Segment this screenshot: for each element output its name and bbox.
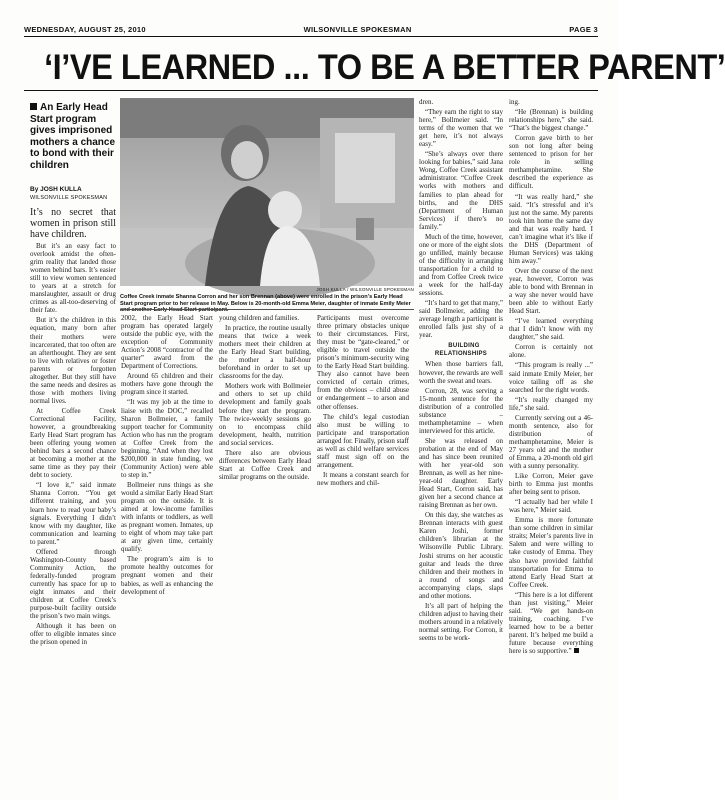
section-subhead: BUILDING RELATIONSHIPS: [434, 343, 488, 358]
article-column-3: [219, 314, 311, 483]
paragraph: “It’s hard to get that many,” said Bollmeier, adding the average length a participant is enrolled falls just shy of a year.: [419, 299, 503, 340]
paragraph-last-text: “This here is a lot different than just visiting,” Meier said. “We get hands-on training, coaching. I’ve learned how to be a better parent. It’s helped me build a future because everything here is so supportive.”: [509, 590, 593, 656]
article-column-1: [30, 207, 116, 648]
paragraph: “It was really hard,” she said. “It’s stressful and it’s just not the same. My parents took him home the same day and that was really hard. I can’t imagine what it’s like if the DHS (Department of Human Services) was taking him away.”: [509, 192, 593, 265]
paragraph: But it’s an easy fact to overlook amidst the often-grim reality that landed those women behind bars. It’s easier still to view women sentenced to years at a stretch for manslaughter, assault or drug crimes as all-too-deserving of their fate.: [30, 242, 116, 315]
paragraph: When those barriers fall, however, the rewards are well worth the sweat and tears.: [419, 360, 503, 385]
paragraph: “I’ve learned everything that I didn’t know with my daughter,” she said.: [509, 317, 593, 342]
article-column-4: [317, 314, 409, 489]
headline: ‘I’VE LEARNED ... TO BE A BETTER PARENT’: [44, 48, 725, 87]
paragraph: Although it has been on offer to eligible inmates since the prison opened in: [30, 622, 116, 647]
headline-rule: [24, 90, 598, 91]
paragraph: There also are obvious differences between Early Head Start at Coffee Creek and similar programs on the outside.: [219, 448, 311, 481]
paragraph: It means a constant search for new mothers and chil-: [317, 470, 409, 487]
paragraph: On this day, she watches as Brennan interacts with guest Karen Joshi, former children’s librarian at the Wilsonville Public Library. Joshi strums on her acoustic guitar and leads the three children and their mothers in a round of songs and accompanying claps, slaps and other motions.: [419, 511, 503, 600]
article-column-2: [121, 314, 213, 598]
byline: [30, 186, 120, 202]
paragraph: “This program is really ...” said inmate Emily Meier, her voice tailing off as she searched for the right words.: [509, 361, 593, 394]
paragraph: dren.: [419, 98, 434, 106]
paragraph: Currently serving out a 46-month sentence, also for distribution of methamphetamine, Meier is 27 years old and the mother of Emma, a 20-month old girl with a sunny personality.: [509, 413, 593, 471]
paragraph: At Coffee Creek Correctional Facility, however, a groundbreaking Early Head Start program has been offering young women behind bars a second chance at becoming a mother at the same time as they pay their debt to society.: [30, 406, 116, 480]
photo-credit: JOSH KULLA / WILSONVILLE SPOKESMAN: [316, 287, 414, 292]
paragraph-last: [509, 591, 593, 655]
paragraph: “They earn the right to stay here,” Bollmeier said. “In terms of the women that we get here, it’s not always easy.”: [419, 108, 503, 149]
paragraph: Much of the time, however, one or more of the eight slots go unfilled, mainly because of the difficulty in arranging transportation for a child to and from Coffee Creek twice a week for the half-day sessions.: [419, 232, 503, 298]
paragraph: Emma is more fortunate than some children in similar straits; Meier’s parents live in Salem and were willing to take custody of Emma. They also have provided faithful transportation for Emma to attend Early Head Start at Coffee Creek.: [509, 516, 593, 589]
paragraph: In practice, the routine usually means that twice a week mothers meet their children at the Early Head Start building, the mother a half-hour beforehand in order to set up classrooms for the day.: [219, 324, 311, 381]
header-rule: [24, 36, 598, 37]
paragraph: Over the course of the next year, however, Corron was able to bond with Brennan in a way she never would have been able to without Early Head Start.: [509, 266, 593, 316]
paragraph: ing.: [509, 98, 520, 106]
paragraph: Corron gave birth to her son not long after being sentenced to prison for her role in selling methamphetamine. She described the experience as difficult.: [509, 134, 593, 191]
paragraph: Offered through Washington-County based Community Action, the federally-funded program currently has space for up to eight inmates and their children at Coffee Creek’s purpose-built facility outside the prison’s two main wings.: [30, 547, 116, 621]
paragraph: “I love it,” said inmate Shanna Corron. “You get different training, and you learn how to read your baby’s signals. Everything I didn’t know with my daughter, like communication and learning to parent.”: [30, 481, 116, 546]
deck-text: An Early Head Start program gives imprisoned mothers a chance to bond with their children: [30, 102, 116, 171]
paragraph: “She’s always over there looking for babies,” said Jana Wong, Coffee Creek assistant administrator. “Coffee Creek works with mothers and families to plan ahead for births, and the DHS (Department of Human Services) if there’s no family.”: [419, 150, 503, 231]
page-header: [24, 22, 598, 34]
paragraph: It’s no secret that women in prison still have children.: [30, 207, 116, 240]
paragraph: It’s all part of helping the children adjust to having their mothers around in a relatively normal setting. For Corron, it seems to be work-: [419, 601, 503, 642]
paragraph: Like Corron, Meier gave birth to Emma just months after being sent to prison.: [509, 472, 593, 497]
paragraph: “It’s really changed my life,” she said.: [509, 395, 593, 412]
end-of-story-icon: [574, 648, 579, 653]
paragraph: young children and families.: [219, 314, 300, 322]
paragraph: “It was my job at the time to liaise with the DOC,” recalled Sharon Bollmeier, a family support teacher for Community Action who has run the program at Coffee Creek from the beginning. “And when they lost $200,000 in state funding, we (Community Action) were able to step in.”: [121, 398, 213, 479]
photo-caption: Coffee Creek inmate Shanna Corron and her son Brennan (above) were enrolled in the prison’s Early Head Start program prior to her release in May. Below is 20-month-old Emma Meier, daughter of inmate Emily Meier and another Early Head Start participant.: [120, 294, 411, 314]
paragraph: Corron, 28, was serving a 15-month sentence for the distribution of a controlled substance – methamphetamine – when interviewed for this article.: [419, 386, 503, 435]
paragraph: Around 65 children and their mothers have gone through the program since it started.: [121, 372, 213, 397]
photo-mother-and-child: [120, 98, 414, 286]
issue-date: WEDNESDAY, AUGUST 25, 2010: [24, 25, 146, 34]
paragraph: Mothers work with Bollmeier and others to set up child development and family goals before they start the program. The twice-weekly sessions go on to encompass child development, health, nutrition and social services.: [219, 382, 311, 447]
byline-author: By JOSH KULLA: [30, 186, 82, 193]
deck: [30, 102, 116, 171]
paragraph: 2002, the Early Head Start program has operated largely outside the public eye, with the exception of Community Action’s 2008 “contractor of the quarter” award from the Department of Corrections.: [121, 314, 213, 371]
paragraph: The program’s aim is to promote healthy outcomes for pregnant women and their babies, as well as enhancing the development of: [121, 555, 213, 596]
paragraph: “He (Brennan) is building relationships here,” she said. “That’s the biggest change.”: [509, 108, 593, 133]
paragraph: Participants must overcome three primary obstacles unique to their circumstances. First, they must be “gate-cleared,” or eligible to travel outside the prison’s minimum-security wing to the Early Head Start building. They also cannot have been convicted of certain crimes, from the obvious – child abuse or endangerment – to arson and other offenses.: [317, 314, 409, 411]
paragraph: The child’s legal custodian also must be willing to participate and transportation arranged for. Finally, prison staff as well as child welfare services staff must sign off on the arrangement.: [317, 412, 409, 469]
paragraph: Corron is certainly not alone.: [509, 343, 593, 360]
paragraph: “I actually had her while I was here,” Meier said.: [509, 498, 593, 515]
paragraph: She was released on probation at the end of May and has since been reunited with her year-old son Brennan, as well as her nine-year-old daughter. Early Head Start, Corron said, has given her a second chance at raising Brennan as her own.: [419, 436, 503, 510]
paragraph: Bollmeier runs things as she would a similar Early Head Start program on the outside. It is aimed at low-income families with infants or toddlers, as well as pregnant women. Inmates, up to eight of whom may take part at any given time, certainly qualify.: [121, 480, 213, 554]
article-column-5: [419, 98, 503, 644]
article-photo: [120, 98, 414, 286]
publication-name: WILSONVILLE SPOKESMAN: [303, 25, 412, 34]
caption-rule: [120, 309, 414, 310]
article-column-6: [509, 98, 593, 657]
page-number: PAGE 3: [569, 25, 598, 34]
byline-role: WILSONVILLE SPOKESMAN: [30, 195, 108, 201]
deck-bullet-icon: [30, 103, 37, 110]
paragraph: But it’s the children in this equation, many born after their mothers were incarcerated, that too often are an afterthought. They are sent to live with relatives or foster parents or forgotten altogether. But they still have the same needs and desires as those with mothers living normal lives.: [30, 316, 116, 405]
